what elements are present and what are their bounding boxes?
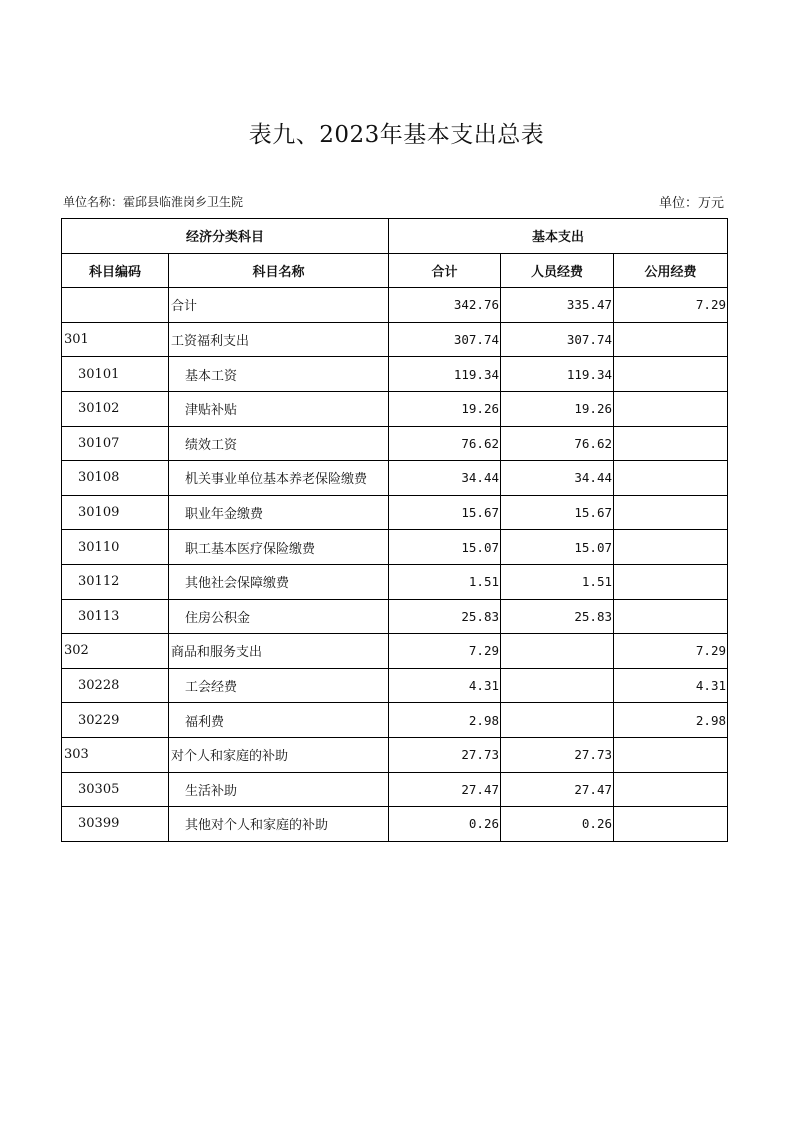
table-row	[62, 703, 728, 738]
name-cell: 工资福利支出	[169, 322, 389, 357]
currency-unit-label: 单位：万元	[658, 196, 724, 211]
table-body	[62, 288, 728, 842]
header-public-expense: 公用经费	[614, 253, 728, 288]
code-cell: 30108	[62, 461, 169, 496]
public-cell: 7.29	[614, 634, 728, 669]
name-cell: 津贴补贴	[169, 391, 389, 426]
header-subject-name: 科目名称	[169, 253, 389, 288]
total-cell: 15.07	[389, 530, 501, 565]
personnel-cell: 15.67	[501, 495, 614, 530]
personnel-cell: 119.34	[501, 357, 614, 392]
code-cell: 30107	[62, 426, 169, 461]
code-cell: 30228	[62, 668, 169, 703]
personnel-cell	[501, 634, 614, 669]
code-cell: 301	[62, 322, 169, 357]
header-total: 合计	[389, 253, 501, 288]
public-cell	[614, 461, 728, 496]
personnel-cell: 27.73	[501, 737, 614, 772]
personnel-cell: 76.62	[501, 426, 614, 461]
name-cell: 工会经费	[169, 668, 389, 703]
name-cell: 其他对个人和家庭的补助	[169, 807, 389, 842]
table-row	[62, 391, 728, 426]
public-cell	[614, 772, 728, 807]
personnel-cell	[501, 703, 614, 738]
name-cell: 住房公积金	[169, 599, 389, 634]
table-row	[62, 772, 728, 807]
code-cell: 30109	[62, 495, 169, 530]
public-cell	[614, 530, 728, 565]
name-cell: 基本工资	[169, 357, 389, 392]
name-cell: 福利费	[169, 703, 389, 738]
personnel-cell: 25.83	[501, 599, 614, 634]
total-cell: 119.34	[389, 357, 501, 392]
code-cell: 30399	[62, 807, 169, 842]
table-row	[62, 807, 728, 842]
name-cell: 其他社会保障缴费	[169, 564, 389, 599]
code-cell: 30229	[62, 703, 169, 738]
code-cell: 303	[62, 737, 169, 772]
total-cell: 15.67	[389, 495, 501, 530]
code-cell: 30102	[62, 391, 169, 426]
total-cell: 27.47	[389, 772, 501, 807]
public-cell	[614, 357, 728, 392]
table-row	[62, 357, 728, 392]
public-cell: 2.98	[614, 703, 728, 738]
public-cell	[614, 599, 728, 634]
page-title: 表九、2023年基本支出总表	[248, 122, 545, 148]
total-cell: 25.83	[389, 599, 501, 634]
total-cell: 2.98	[389, 703, 501, 738]
public-cell	[614, 807, 728, 842]
unit-name-label: 单位名称：霍邱县临淮岗乡卫生院	[63, 195, 244, 209]
code-cell: 302	[62, 634, 169, 669]
personnel-cell: 34.44	[501, 461, 614, 496]
header-personnel-expense: 人员经费	[501, 253, 614, 288]
total-cell: 0.26	[389, 807, 501, 842]
personnel-cell: 27.47	[501, 772, 614, 807]
table-row	[62, 495, 728, 530]
total-cell: 34.44	[389, 461, 501, 496]
name-cell: 合计	[169, 288, 389, 323]
total-cell: 19.26	[389, 391, 501, 426]
name-cell: 商品和服务支出	[169, 634, 389, 669]
basic-expenditure-table	[61, 218, 728, 842]
name-cell: 机关事业单位基本养老保险缴费	[169, 461, 389, 496]
public-cell	[614, 495, 728, 530]
public-cell	[614, 737, 728, 772]
personnel-cell: 335.47	[501, 288, 614, 323]
code-cell: 30101	[62, 357, 169, 392]
table-row	[62, 634, 728, 669]
name-cell: 职工基本医疗保险缴费	[169, 530, 389, 565]
personnel-cell: 1.51	[501, 564, 614, 599]
code-cell: 30112	[62, 564, 169, 599]
table-row	[62, 737, 728, 772]
total-cell: 342.76	[389, 288, 501, 323]
name-cell: 对个人和家庭的补助	[169, 737, 389, 772]
table-row	[62, 530, 728, 565]
name-cell: 生活补助	[169, 772, 389, 807]
public-cell	[614, 426, 728, 461]
total-cell: 1.51	[389, 564, 501, 599]
header-subject-code: 科目编码	[62, 253, 169, 288]
name-cell: 职业年金缴费	[169, 495, 389, 530]
code-cell: 30305	[62, 772, 169, 807]
header-economic-classification: 经济分类科目	[62, 219, 389, 254]
total-cell: 7.29	[389, 634, 501, 669]
table-row	[62, 599, 728, 634]
table-row	[62, 322, 728, 357]
header-basic-expenditure: 基本支出	[389, 219, 728, 254]
personnel-cell: 15.07	[501, 530, 614, 565]
personnel-cell: 19.26	[501, 391, 614, 426]
personnel-cell: 307.74	[501, 322, 614, 357]
public-cell: 7.29	[614, 288, 728, 323]
table-row	[62, 461, 728, 496]
total-cell: 4.31	[389, 668, 501, 703]
name-cell: 绩效工资	[169, 426, 389, 461]
table-row	[62, 564, 728, 599]
public-cell	[614, 391, 728, 426]
public-cell: 4.31	[614, 668, 728, 703]
total-cell: 307.74	[389, 322, 501, 357]
code-cell: 30110	[62, 530, 169, 565]
table-row	[62, 668, 728, 703]
public-cell	[614, 322, 728, 357]
table-row	[62, 426, 728, 461]
table-row	[62, 288, 728, 323]
public-cell	[614, 564, 728, 599]
code-cell	[62, 288, 169, 323]
personnel-cell	[501, 668, 614, 703]
personnel-cell: 0.26	[501, 807, 614, 842]
total-cell: 76.62	[389, 426, 501, 461]
code-cell: 30113	[62, 599, 169, 634]
total-cell: 27.73	[389, 737, 501, 772]
